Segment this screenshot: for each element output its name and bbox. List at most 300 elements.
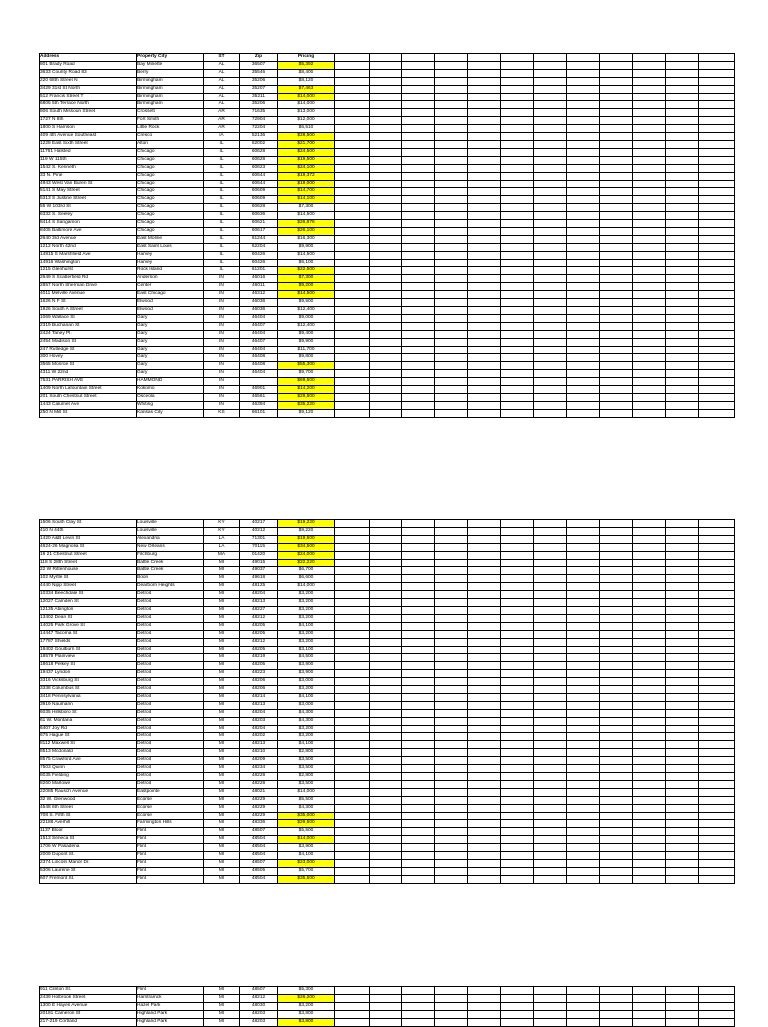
empty-cell: [501, 378, 534, 386]
empty-cell: [335, 614, 370, 622]
zip-cell: 01420: [240, 551, 278, 559]
empty-cell: [633, 93, 666, 101]
empty-cell: [435, 583, 468, 591]
empty-cell: [600, 559, 633, 567]
zip-cell: 46404: [240, 370, 278, 378]
empty-cell: [666, 93, 699, 101]
empty-cell: [567, 133, 600, 141]
empty-cell: [666, 109, 699, 117]
empty-cell: [335, 1018, 370, 1026]
empty-cell: [666, 243, 699, 251]
empty-cell: [699, 765, 735, 773]
empty-cell: [370, 275, 402, 283]
empty-cell: [402, 235, 435, 243]
empty-cell: [600, 765, 633, 773]
empty-cell: [600, 314, 633, 322]
address-cell: 607 Fremont St.: [40, 875, 137, 883]
price-cell: $3,000: [278, 701, 335, 709]
empty-cell: [335, 686, 370, 694]
empty-cell: [402, 346, 435, 354]
empty-cell: [600, 709, 633, 717]
empty-cell: [402, 859, 435, 867]
table-row: [40, 788, 735, 796]
empty-cell: [335, 362, 370, 370]
price-cell: $3,200: [278, 630, 335, 638]
empty-cell: [666, 291, 699, 299]
state-cell: MI: [204, 820, 240, 828]
empty-cell: [335, 338, 370, 346]
empty-cell: [534, 314, 567, 322]
address-cell: 1542 S. Kenneth: [40, 164, 137, 172]
empty-cell: [370, 354, 402, 362]
empty-cell: [435, 527, 468, 535]
empty-cell: [534, 757, 567, 765]
empty-cell: [600, 852, 633, 860]
address-cell: 8112 Maxwell St: [40, 741, 137, 749]
empty-cell: [699, 243, 735, 251]
empty-cell: [633, 773, 666, 781]
empty-cell: [335, 709, 370, 717]
zip-cell: 48212: [240, 614, 278, 622]
city-cell: Ecorse: [137, 804, 204, 812]
empty-cell: [699, 148, 735, 156]
empty-cell: [600, 140, 633, 148]
price-cell: $9,220: [278, 527, 335, 535]
empty-cell: [534, 77, 567, 85]
empty-cell: [370, 709, 402, 717]
state-cell: MI: [204, 591, 240, 599]
empty-cell: [699, 551, 735, 559]
zip-cell: 48228: [240, 780, 278, 788]
empty-cell: [600, 630, 633, 638]
empty-cell: [699, 535, 735, 543]
empty-cell: [699, 54, 735, 62]
empty-cell: [600, 156, 633, 164]
empty-cell: [633, 1018, 666, 1026]
state-cell: IL: [204, 188, 240, 196]
price-cell: $23,000: [278, 859, 335, 867]
empty-cell: [370, 93, 402, 101]
zip-cell: 48203: [240, 1018, 278, 1026]
empty-cell: [435, 101, 468, 109]
address-cell: 2454 Madison St: [40, 338, 137, 346]
empty-cell: [534, 235, 567, 243]
empty-cell: [699, 299, 735, 307]
empty-cell: [402, 85, 435, 93]
empty-cell: [534, 204, 567, 212]
empty-cell: [435, 1010, 468, 1018]
empty-cell: [370, 575, 402, 583]
empty-cell: [501, 765, 534, 773]
zip-cell: 35546: [240, 69, 278, 77]
empty-cell: [468, 773, 501, 781]
empty-cell: [534, 780, 567, 788]
empty-cell: [402, 804, 435, 812]
empty-cell: [699, 291, 735, 299]
table-row: [40, 1010, 735, 1018]
empty-cell: [633, 567, 666, 575]
empty-cell: [600, 322, 633, 330]
empty-cell: [699, 567, 735, 575]
empty-cell: [633, 330, 666, 338]
state-cell: IN: [204, 314, 240, 322]
state-cell: MI: [204, 614, 240, 622]
empty-cell: [600, 251, 633, 259]
city-cell: Chicago: [137, 227, 204, 235]
empty-cell: [335, 875, 370, 883]
table-row: [40, 733, 735, 741]
empty-cell: [402, 559, 435, 567]
empty-cell: [633, 172, 666, 180]
empty-cell: [435, 220, 468, 228]
empty-cell: [468, 243, 501, 251]
empty-cell: [534, 804, 567, 812]
address-cell: 708 S. Fifth St: [40, 812, 137, 820]
empty-cell: [699, 599, 735, 607]
zip-cell: 72904: [240, 117, 278, 125]
state-cell: IN: [204, 378, 240, 386]
empty-cell: [666, 322, 699, 330]
empty-cell: [501, 243, 534, 251]
empty-cell: [435, 852, 468, 860]
empty-cell: [567, 987, 600, 995]
empty-cell: [402, 1018, 435, 1026]
empty-cell: [435, 575, 468, 583]
empty-cell: [468, 709, 501, 717]
empty-cell: [567, 61, 600, 69]
address-cell: 14815 S Marshfield Ave: [40, 251, 137, 259]
empty-cell: [567, 156, 600, 164]
address-cell: 55 W 103rd St: [40, 204, 137, 212]
table-row: [40, 614, 735, 622]
empty-cell: [633, 638, 666, 646]
empty-cell: [666, 804, 699, 812]
empty-cell: [633, 156, 666, 164]
price-cell: $5,500: [278, 796, 335, 804]
empty-cell: [666, 196, 699, 204]
state-cell: IN: [204, 401, 240, 409]
table-body: [40, 54, 735, 418]
empty-cell: [600, 804, 633, 812]
empty-cell: [633, 859, 666, 867]
empty-cell: [468, 164, 501, 172]
empty-cell: [468, 220, 501, 228]
empty-cell: [600, 1010, 633, 1018]
empty-cell: [402, 133, 435, 141]
empty-cell: [468, 686, 501, 694]
empty-cell: [468, 204, 501, 212]
empty-cell: [666, 535, 699, 543]
empty-cell: [600, 283, 633, 291]
empty-cell: [501, 322, 534, 330]
empty-cell: [666, 591, 699, 599]
empty-cell: [370, 322, 402, 330]
zip-cell: 60426: [240, 259, 278, 267]
empty-cell: [666, 765, 699, 773]
empty-cell: [633, 140, 666, 148]
empty-cell: [567, 686, 600, 694]
empty-cell: [699, 109, 735, 117]
price-cell: $12,400: [278, 307, 335, 315]
empty-cell: [534, 164, 567, 172]
empty-cell: [501, 148, 534, 156]
empty-cell: [370, 859, 402, 867]
empty-cell: [402, 188, 435, 196]
empty-cell: [402, 773, 435, 781]
empty-cell: [666, 125, 699, 133]
empty-cell: [501, 401, 534, 409]
empty-cell: [666, 61, 699, 69]
empty-cell: [435, 741, 468, 749]
empty-cell: [501, 220, 534, 228]
empty-cell: [600, 836, 633, 844]
empty-cell: [402, 61, 435, 69]
empty-cell: [370, 77, 402, 85]
empty-cell: [699, 994, 735, 1002]
price-cell: $14,500: [278, 291, 335, 299]
empty-cell: [567, 164, 600, 172]
empty-cell: [699, 220, 735, 228]
city-cell: Detroit: [137, 678, 204, 686]
empty-cell: [435, 227, 468, 235]
empty-cell: [435, 717, 468, 725]
address-cell: 19437 Lyndon: [40, 670, 137, 678]
empty-cell: [633, 852, 666, 860]
empty-cell: [501, 844, 534, 852]
zip-cell: 48204: [240, 725, 278, 733]
empty-cell: [501, 101, 534, 109]
empty-cell: [633, 741, 666, 749]
empty-cell: [633, 409, 666, 417]
empty-cell: [402, 812, 435, 820]
table-row: [40, 1018, 735, 1026]
empty-cell: [600, 370, 633, 378]
empty-cell: [666, 575, 699, 583]
empty-cell: [435, 117, 468, 125]
empty-cell: [567, 77, 600, 85]
table-row: [40, 354, 735, 362]
zip-cell: 48228: [240, 773, 278, 781]
price-cell: $14,200: [278, 386, 335, 394]
empty-cell: [567, 1010, 600, 1018]
empty-cell: [468, 733, 501, 741]
city-cell: Chicago: [137, 212, 204, 220]
state-cell: MI: [204, 765, 240, 773]
empty-cell: [567, 804, 600, 812]
zip-cell: 48213: [240, 599, 278, 607]
empty-cell: [335, 591, 370, 599]
empty-cell: [402, 820, 435, 828]
price-cell: $3,200: [278, 638, 335, 646]
empty-cell: [402, 148, 435, 156]
empty-cell: [699, 196, 735, 204]
zip-cell: 49015: [240, 559, 278, 567]
empty-cell: [435, 299, 468, 307]
table-row: [40, 220, 735, 228]
empty-cell: [370, 693, 402, 701]
empty-cell: [370, 61, 402, 69]
state-cell: IN: [204, 346, 240, 354]
empty-cell: [435, 378, 468, 386]
empty-cell: [402, 551, 435, 559]
city-cell: Elwood: [137, 299, 204, 307]
empty-cell: [468, 1002, 501, 1010]
state-cell: AL: [204, 77, 240, 85]
empty-cell: [633, 291, 666, 299]
empty-cell: [534, 307, 567, 315]
empty-cell: [370, 670, 402, 678]
zip-cell: 60609: [240, 188, 278, 196]
empty-cell: [699, 717, 735, 725]
empty-cell: [567, 354, 600, 362]
zip-cell: 48213: [240, 741, 278, 749]
empty-cell: [370, 701, 402, 709]
table-row: [40, 678, 735, 686]
empty-cell: [468, 235, 501, 243]
empty-cell: [699, 125, 735, 133]
price-cell: $26,876: [278, 220, 335, 228]
empty-cell: [534, 670, 567, 678]
empty-cell: [435, 749, 468, 757]
address-cell: 1706 W Pasadena: [40, 844, 137, 852]
empty-cell: [567, 259, 600, 267]
state-cell: IN: [204, 307, 240, 315]
empty-cell: [567, 725, 600, 733]
empty-cell: [699, 852, 735, 860]
empty-cell: [370, 773, 402, 781]
empty-cell: [534, 520, 567, 528]
address-cell: 3316 Vicksburg St: [40, 678, 137, 686]
empty-cell: [468, 267, 501, 275]
empty-cell: [699, 828, 735, 836]
empty-cell: [600, 875, 633, 883]
empty-cell: [402, 654, 435, 662]
empty-cell: [567, 409, 600, 417]
empty-cell: [468, 259, 501, 267]
empty-cell: [567, 670, 600, 678]
empty-cell: [435, 987, 468, 995]
address-cell: 1300 E Hayes Avenue: [40, 1002, 137, 1010]
empty-cell: [567, 559, 600, 567]
empty-cell: [402, 701, 435, 709]
price-cell: $19,000: [278, 180, 335, 188]
empty-cell: [501, 338, 534, 346]
empty-cell: [600, 828, 633, 836]
empty-cell: [402, 567, 435, 575]
empty-cell: [633, 54, 666, 62]
empty-cell: [501, 780, 534, 788]
empty-cell: [402, 338, 435, 346]
empty-cell: [335, 212, 370, 220]
empty-cell: [600, 535, 633, 543]
empty-cell: [633, 867, 666, 875]
state-cell: MI: [204, 749, 240, 757]
empty-cell: [633, 630, 666, 638]
price-cell: $24,000: [278, 551, 335, 559]
empty-cell: [335, 520, 370, 528]
empty-cell: [666, 1002, 699, 1010]
empty-cell: [534, 409, 567, 417]
empty-cell: [567, 212, 600, 220]
table-row: [40, 378, 735, 386]
city-cell: Dearborn Heights: [137, 583, 204, 591]
address-cell: 19 21 Chestnut Street: [40, 551, 137, 559]
empty-cell: [633, 765, 666, 773]
state-cell: MA: [204, 551, 240, 559]
empty-cell: [402, 796, 435, 804]
empty-cell: [534, 859, 567, 867]
zip-cell: 48213: [240, 701, 278, 709]
price-cell: $3,200: [278, 1002, 335, 1010]
address-cell: 13402 Dean St: [40, 614, 137, 622]
empty-cell: [335, 172, 370, 180]
empty-cell: [501, 133, 534, 141]
city-cell: Gary: [137, 338, 204, 346]
table-row: [40, 401, 735, 409]
empty-cell: [567, 678, 600, 686]
city-cell: Chicago: [137, 196, 204, 204]
empty-cell: [534, 844, 567, 852]
zip-cell: 48336: [240, 820, 278, 828]
empty-cell: [600, 543, 633, 551]
empty-cell: [600, 354, 633, 362]
address-cell: 2374 Lincoln Manor Dr.: [40, 859, 137, 867]
price-cell: $14,000: [278, 836, 335, 844]
city-cell: East Moline: [137, 235, 204, 243]
empty-cell: [335, 606, 370, 614]
empty-cell: [534, 156, 567, 164]
price-cell: $9,200: [278, 283, 335, 291]
address-cell: 8405 Baltimore Ave: [40, 227, 137, 235]
empty-cell: [335, 670, 370, 678]
city-cell: Elwood: [137, 307, 204, 315]
empty-cell: [370, 591, 402, 599]
empty-cell: [335, 780, 370, 788]
state-cell: AL: [204, 61, 240, 69]
state-cell: MI: [204, 780, 240, 788]
empty-cell: [501, 109, 534, 117]
empty-cell: [402, 180, 435, 188]
empty-cell: [501, 614, 534, 622]
empty-cell: [666, 875, 699, 883]
empty-cell: [600, 527, 633, 535]
empty-cell: [666, 204, 699, 212]
empty-cell: [501, 77, 534, 85]
empty-cell: [534, 796, 567, 804]
empty-cell: [335, 749, 370, 757]
empty-cell: [534, 559, 567, 567]
table-row: [40, 235, 735, 243]
empty-cell: [468, 227, 501, 235]
empty-cell: [666, 630, 699, 638]
header-st: ST: [204, 54, 240, 62]
empty-cell: [402, 386, 435, 394]
address-cell: 409 4th Avenue Southeast: [40, 133, 137, 141]
empty-cell: [435, 1002, 468, 1010]
empty-cell: [435, 259, 468, 267]
empty-cell: [370, 725, 402, 733]
empty-cell: [435, 370, 468, 378]
city-cell: Birmingham: [137, 85, 204, 93]
empty-cell: [567, 630, 600, 638]
empty-cell: [402, 852, 435, 860]
city-cell: Flint: [137, 859, 204, 867]
state-cell: IL: [204, 140, 240, 148]
price-cell: $29,500: [278, 393, 335, 401]
empty-cell: [534, 1010, 567, 1018]
empty-cell: [666, 85, 699, 93]
zip-cell: 62002: [240, 140, 278, 148]
